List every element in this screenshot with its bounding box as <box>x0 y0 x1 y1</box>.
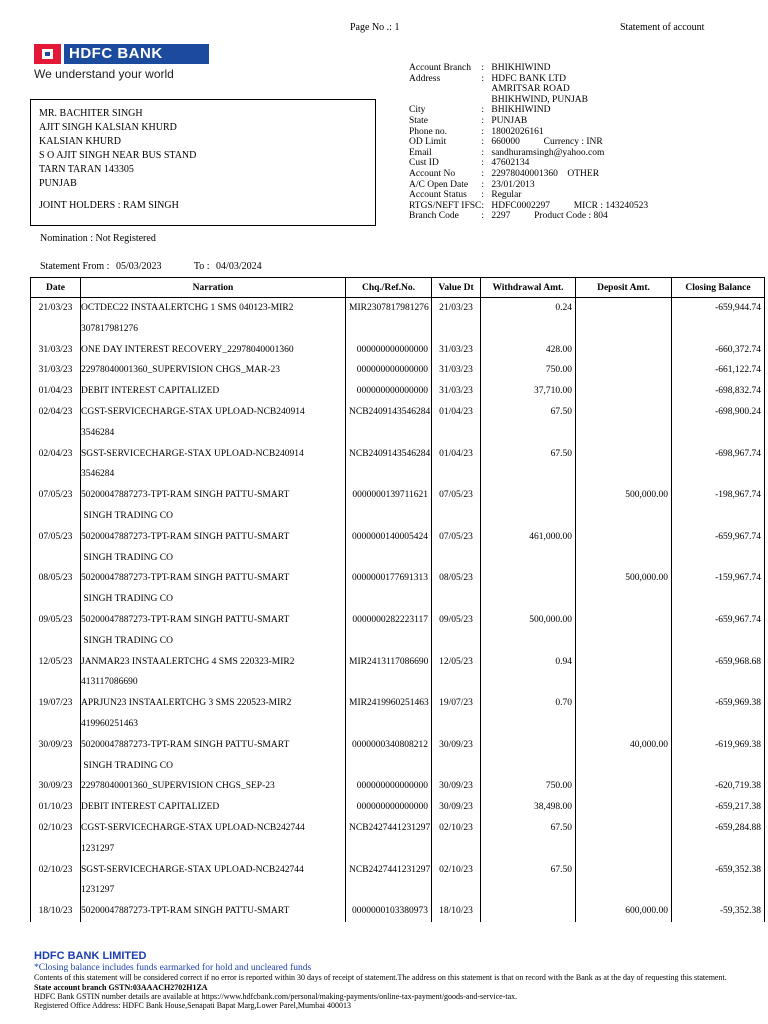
deposit-cell <box>576 340 672 361</box>
account-info-row <box>409 137 648 148</box>
column-header: Date <box>31 278 81 298</box>
page-number: Page No .: 1 <box>350 22 400 33</box>
customer-address-line: TARN TARAN 143305 <box>39 164 134 175</box>
narration-cell <box>81 360 346 381</box>
statement-footer <box>34 950 734 1011</box>
withdrawal-cell: 0.24 <box>481 298 576 340</box>
withdrawal-cell: 461,000.00 <box>481 527 576 569</box>
period-to-label: To : <box>193 261 210 272</box>
value-date-cell: 18/10/23 <box>432 901 481 922</box>
deposit-cell <box>576 652 672 694</box>
value-date-cell: 09/05/23 <box>432 610 481 652</box>
narration-line: SINGH TRADING CO <box>81 510 173 521</box>
balance-cell: -660,372.74 <box>672 340 765 361</box>
column-header: Deposit Amt. <box>576 278 672 298</box>
account-info-label: RTGS/NEFT IFSC <box>409 200 482 211</box>
date-cell: 09/05/23 <box>31 610 81 652</box>
ref-cell: 0000000177691313 <box>346 568 432 610</box>
value-date-cell: 30/09/23 <box>432 797 481 818</box>
narration-line: 1231297 <box>81 843 115 854</box>
table-row <box>31 485 765 527</box>
narration-cell <box>81 402 346 444</box>
customer-address-box <box>30 99 376 226</box>
withdrawal-cell: 750.00 <box>481 776 576 797</box>
account-info-label: Address <box>409 73 441 84</box>
footer-bank-name: HDFC BANK LIMITED <box>34 950 147 962</box>
ref-cell: 0000000103380973 <box>346 901 432 922</box>
table-row <box>31 901 765 922</box>
deposit-cell <box>576 381 672 402</box>
balance-cell: -659,967.74 <box>672 610 765 652</box>
narration-line: DEBIT INTEREST CAPITALIZED <box>81 386 220 397</box>
deposit-cell: 40,000.00 <box>576 735 672 777</box>
account-info-label: OD Limit <box>409 137 447 148</box>
date-cell: 19/07/23 <box>31 693 81 735</box>
account-info-value: 660000 Currency : INR <box>491 137 603 148</box>
narration-line: 413117086690 <box>81 677 138 688</box>
value-date-cell: 31/03/23 <box>432 360 481 381</box>
account-info-value: AMRITSAR ROAD <box>491 84 570 95</box>
table-row <box>31 381 765 402</box>
ref-cell: 0000000139711621 <box>346 485 432 527</box>
withdrawal-cell: 38,498.00 <box>481 797 576 818</box>
date-cell: 02/10/23 <box>31 860 81 902</box>
value-date-cell: 31/03/23 <box>432 381 481 402</box>
balance-cell: -698,967.74 <box>672 444 765 486</box>
joint-holders: JOINT HOLDERS : RAM SINGH <box>39 200 179 211</box>
footer-closing-note: *Closing balance includes funds earmarked for hold and uncleared funds <box>34 963 312 973</box>
narration-cell <box>81 693 346 735</box>
ref-cell: MIR2413117086690 <box>346 652 432 694</box>
balance-cell: -659,967.74 <box>672 527 765 569</box>
value-date-cell: 21/03/23 <box>432 298 481 340</box>
balance-cell: -659,217.38 <box>672 797 765 818</box>
account-info-value: HDFC0002297 MICR : 143240523 <box>491 200 649 211</box>
deposit-cell: 500,000.00 <box>576 485 672 527</box>
account-info-value: 22978040001360 OTHER <box>491 168 600 179</box>
deposit-cell <box>576 797 672 818</box>
column-header: Withdrawal Amt. <box>481 278 576 298</box>
account-info-value: sandhuramsingh@yahoo.com <box>491 147 605 158</box>
account-info-label <box>409 84 481 95</box>
balance-cell: -659,944.74 <box>672 298 765 340</box>
narration-line: SINGH TRADING CO <box>81 760 173 771</box>
narration-cell <box>81 485 346 527</box>
narration-cell <box>81 818 346 860</box>
withdrawal-cell: 67.50 <box>481 860 576 902</box>
narration-line: SGST-SERVICECHARGE-STAX UPLOAD-NCB240914 <box>81 448 304 459</box>
account-info-row <box>409 211 648 222</box>
period-from: 05/03/2023 <box>115 261 162 272</box>
balance-cell: -619,969.38 <box>672 735 765 777</box>
value-date-cell: 19/07/23 <box>432 693 481 735</box>
narration-cell <box>81 444 346 486</box>
deposit-cell <box>576 402 672 444</box>
account-info-label: Branch Code <box>409 211 459 222</box>
balance-cell: -659,352.38 <box>672 860 765 902</box>
logo-bank-name: HDFC BANK <box>64 44 209 64</box>
deposit-cell <box>576 610 672 652</box>
balance-cell: -698,832.74 <box>672 381 765 402</box>
value-date-cell: 30/09/23 <box>432 776 481 797</box>
customer-address-line: KALSIAN KHURD <box>39 136 121 147</box>
narration-line: SINGH TRADING CO <box>81 552 173 563</box>
value-date-cell: 02/10/23 <box>432 818 481 860</box>
account-info-row <box>409 169 648 180</box>
narration-cell <box>81 568 346 610</box>
deposit-cell <box>576 776 672 797</box>
column-header: Closing Balance <box>672 278 765 298</box>
account-info-value: 2297 Product Code : 804 <box>491 211 608 222</box>
ref-cell: 0000000140005424 <box>346 527 432 569</box>
ref-cell: MIR2307817981276 <box>346 298 432 340</box>
withdrawal-cell: 67.50 <box>481 402 576 444</box>
date-cell: 08/05/23 <box>31 568 81 610</box>
deposit-cell: 600,000.00 <box>576 901 672 922</box>
date-cell: 02/04/23 <box>31 402 81 444</box>
narration-line: 50200047887273-TPT-RAM SINGH PATTU-SMART <box>81 531 290 542</box>
account-info-value: 47602134 <box>491 158 530 169</box>
deposit-cell <box>576 444 672 486</box>
balance-cell: -59,352.38 <box>672 901 765 922</box>
table-row <box>31 693 765 735</box>
balance-cell: -159,967.74 <box>672 568 765 610</box>
narration-line: 50200047887273-TPT-RAM SINGH PATTU-SMART <box>81 490 290 501</box>
narration-line: CGST-SERVICECHARGE-STAX UPLOAD-NCB242744 <box>81 822 305 833</box>
balance-cell: -659,284.88 <box>672 818 765 860</box>
account-info-row <box>409 95 648 106</box>
narration-line: 3546284 <box>81 469 115 480</box>
period-to: 04/03/2024 <box>216 261 262 272</box>
withdrawal-cell: 0.70 <box>481 693 576 735</box>
customer-address-line: PUNJAB <box>39 178 77 189</box>
account-info-value: Regular <box>491 190 522 201</box>
date-cell: 30/09/23 <box>31 735 81 777</box>
footer-disclaimer: Contents of this statement will be considered correct if no error is reported within 30 days of receipt of statement.The address on this statement is that on record with the Bank as at the day of requesting this statement. <box>34 973 727 982</box>
value-date-cell: 07/05/23 <box>432 485 481 527</box>
value-date-cell: 07/05/23 <box>432 527 481 569</box>
balance-cell: -659,969.38 <box>672 693 765 735</box>
table-row <box>31 402 765 444</box>
table-row <box>31 610 765 652</box>
narration-line: JANMAR23 INSTAALERTCHG 4 SMS 220323-MIR2 <box>81 656 295 667</box>
ref-cell: 000000000000000 <box>346 381 432 402</box>
value-date-cell: 01/04/23 <box>432 402 481 444</box>
table-row <box>31 527 765 569</box>
account-info-row <box>409 127 648 138</box>
ref-cell: NCB2427441231297 <box>346 860 432 902</box>
narration-line: 50200047887273-TPT-RAM SINGH PATTU-SMART <box>81 614 290 625</box>
value-date-cell: 12/05/23 <box>432 652 481 694</box>
value-date-cell: 30/09/23 <box>432 735 481 777</box>
hdfc-logo-icon <box>34 44 61 64</box>
account-info-value: 23/01/2013 <box>491 179 535 190</box>
customer-address-line: AJIT SINGH KALSIAN KHURD <box>39 122 177 133</box>
date-cell: 02/04/23 <box>31 444 81 486</box>
narration-line: APRJUN23 INSTAALERTCHG 3 SMS 220523-MIR2 <box>81 698 292 709</box>
account-info-separator: : <box>481 126 485 137</box>
hdfc-bank-logo <box>34 44 214 84</box>
ref-cell: NCB2409143546284 <box>346 444 432 486</box>
date-cell: 30/09/23 <box>31 776 81 797</box>
ref-cell: 000000000000000 <box>346 360 432 381</box>
account-info-value: BHIKHWIND, PUNJAB <box>491 94 588 105</box>
narration-cell <box>81 610 346 652</box>
withdrawal-cell: 0.94 <box>481 652 576 694</box>
account-info-separator: : <box>481 200 485 211</box>
column-header: Value Dt <box>432 278 481 298</box>
narration-line: 3546284 <box>81 427 115 438</box>
narration-line: 419960251463 <box>81 718 138 729</box>
account-info-label: Cust ID <box>409 158 439 169</box>
account-info-separator: : <box>481 211 485 222</box>
statement-title: Statement of account <box>620 22 705 33</box>
narration-line: SINGH TRADING CO <box>81 635 173 646</box>
account-info-label: Account Branch <box>409 63 471 73</box>
ref-cell: 0000000340808212 <box>346 735 432 777</box>
column-header: Narration <box>81 278 346 298</box>
balance-cell: -620,719.38 <box>672 776 765 797</box>
account-info-label <box>409 95 481 106</box>
date-cell: 07/05/23 <box>31 527 81 569</box>
table-row <box>31 735 765 777</box>
narration-line: DEBIT INTEREST CAPITALIZED <box>81 802 220 813</box>
narration-line: ONE DAY INTEREST RECOVERY_22978040001360 <box>81 344 294 355</box>
ref-cell: 000000000000000 <box>346 797 432 818</box>
balance-cell: -659,968.68 <box>672 652 765 694</box>
table-row <box>31 444 765 486</box>
date-cell: 31/03/23 <box>31 360 81 381</box>
logo-tagline: We understand your world <box>34 67 174 81</box>
narration-cell <box>81 735 346 777</box>
customer-name: MR. BACHITER SINGH <box>39 108 143 119</box>
account-info-label: Account No <box>409 168 456 179</box>
withdrawal-cell: 37,710.00 <box>481 381 576 402</box>
ref-cell: NCB2427441231297 <box>346 818 432 860</box>
date-cell: 07/05/23 <box>31 485 81 527</box>
deposit-cell <box>576 818 672 860</box>
footer-gstin-info: HDFC Bank GSTIN number details are available at https://www.hdfcbank.com/personal/making-payments/online-tax-payment/goods-and-service-tax. <box>34 991 518 1001</box>
account-info-separator: : <box>481 179 485 190</box>
withdrawal-cell <box>481 901 576 922</box>
account-info-label: Account Status <box>409 190 467 201</box>
account-info-separator: : <box>481 115 485 126</box>
transactions-table <box>30 277 765 922</box>
narration-line: 22978040001360_SUPERVISION CHGS_MAR-23 <box>81 365 281 376</box>
value-date-cell: 08/05/23 <box>432 568 481 610</box>
nomination-status: Nomination : Not Registered <box>40 233 156 244</box>
narration-line: 50200047887273-TPT-RAM SINGH PATTU-SMART <box>81 906 290 917</box>
value-date-cell: 01/04/23 <box>432 444 481 486</box>
account-info-label: Email <box>409 147 432 158</box>
account-info-separator: : <box>481 168 485 179</box>
account-info-row <box>409 148 648 159</box>
footer-registered-office: Registered Office Address: HDFC Bank House,Senapati Bapat Marg,Lower Parel,Mumbai 400013 <box>34 1001 351 1011</box>
date-cell: 31/03/23 <box>31 340 81 361</box>
account-info-row <box>409 84 648 95</box>
account-info-row <box>409 74 648 85</box>
table-row <box>31 568 765 610</box>
ref-cell: 0000000282223117 <box>346 610 432 652</box>
account-info-row <box>409 180 648 191</box>
date-cell: 21/03/23 <box>31 298 81 340</box>
withdrawal-cell <box>481 568 576 610</box>
account-info-separator: : <box>481 73 485 84</box>
deposit-cell <box>576 360 672 381</box>
footer-gstin: State account branch GSTN:03AAACH2702H1ZA <box>34 982 208 992</box>
account-info-separator: : <box>481 190 485 201</box>
narration-cell <box>81 340 346 361</box>
period-from-label: Statement From : <box>40 261 110 272</box>
withdrawal-cell: 500,000.00 <box>481 610 576 652</box>
narration-line: 50200047887273-TPT-RAM SINGH PATTU-SMART <box>81 573 290 584</box>
narration-cell <box>81 381 346 402</box>
narration-cell <box>81 527 346 569</box>
account-info-separator <box>481 95 491 106</box>
ref-cell: 000000000000000 <box>346 776 432 797</box>
account-info-separator <box>481 84 491 95</box>
table-row <box>31 652 765 694</box>
date-cell: 18/10/23 <box>31 901 81 922</box>
account-info-value: PUNJAB <box>491 115 528 126</box>
account-info <box>409 63 648 222</box>
date-cell: 12/05/23 <box>31 652 81 694</box>
account-info-row <box>409 201 648 212</box>
table-row <box>31 860 765 902</box>
narration-cell <box>81 860 346 902</box>
date-cell: 02/10/23 <box>31 818 81 860</box>
account-info-label: State <box>409 115 428 126</box>
table-row <box>31 298 765 340</box>
table-row <box>31 776 765 797</box>
balance-cell: -698,900.24 <box>672 402 765 444</box>
column-header: Chq./Ref.No. <box>346 278 432 298</box>
account-info-row <box>409 116 648 127</box>
narration-cell <box>81 797 346 818</box>
table-row <box>31 360 765 381</box>
narration-line: 50200047887273-TPT-RAM SINGH PATTU-SMART <box>81 739 290 750</box>
account-info-row <box>409 190 648 201</box>
account-info-row <box>409 63 648 74</box>
account-info-row <box>409 158 648 169</box>
narration-line: SGST-SERVICECHARGE-STAX UPLOAD-NCB242744 <box>81 864 304 875</box>
deposit-cell <box>576 298 672 340</box>
narration-cell <box>81 298 346 340</box>
account-info-label: A/C Open Date <box>409 179 469 190</box>
balance-cell: -198,967.74 <box>672 485 765 527</box>
value-date-cell: 31/03/23 <box>432 340 481 361</box>
account-info-value: BHIKHIWIND <box>491 105 551 116</box>
withdrawal-cell: 67.50 <box>481 444 576 486</box>
withdrawal-cell <box>481 735 576 777</box>
deposit-cell <box>576 693 672 735</box>
deposit-cell <box>576 860 672 902</box>
table-row <box>31 797 765 818</box>
narration-cell <box>81 776 346 797</box>
narration-line: CGST-SERVICECHARGE-STAX UPLOAD-NCB240914 <box>81 406 305 417</box>
account-info-value: 18002026161 <box>491 126 544 137</box>
statement-period <box>40 261 266 272</box>
balance-cell: -661,122.74 <box>672 360 765 381</box>
customer-address-line: S O AJIT SINGH NEAR BUS STAND <box>39 150 197 161</box>
narration-cell <box>81 901 346 922</box>
withdrawal-cell <box>481 485 576 527</box>
narration-cell <box>81 652 346 694</box>
ref-cell: MIR2419960251463 <box>346 693 432 735</box>
account-info-separator: : <box>481 105 485 116</box>
account-info-separator: : <box>481 158 485 169</box>
account-info-separator: : <box>481 137 485 148</box>
account-info-label: City <box>409 105 426 116</box>
narration-line: 307817981276 <box>81 323 138 334</box>
value-date-cell: 02/10/23 <box>432 860 481 902</box>
narration-line: 1231297 <box>81 885 115 896</box>
account-info-value: HDFC BANK LTD <box>491 73 566 84</box>
account-info-value: BHIKHIWIND <box>491 63 551 73</box>
withdrawal-cell: 750.00 <box>481 360 576 381</box>
ref-cell: 000000000000000 <box>346 340 432 361</box>
account-info-label: Phone no. <box>409 126 447 137</box>
narration-line: 22978040001360_SUPERVISION CHGS_SEP-23 <box>81 781 275 792</box>
table-row <box>31 340 765 361</box>
date-cell: 01/04/23 <box>31 381 81 402</box>
account-info-separator: : <box>481 147 485 158</box>
account-info-separator: : <box>481 63 485 73</box>
account-info-row <box>409 105 648 116</box>
deposit-cell: 500,000.00 <box>576 568 672 610</box>
table-row <box>31 818 765 860</box>
ref-cell: NCB2409143546284 <box>346 402 432 444</box>
withdrawal-cell: 67.50 <box>481 818 576 860</box>
withdrawal-cell: 428.00 <box>481 340 576 361</box>
narration-line: SINGH TRADING CO <box>81 594 173 605</box>
deposit-cell <box>576 527 672 569</box>
date-cell: 01/10/23 <box>31 797 81 818</box>
narration-line: OCTDEC22 INSTAALERTCHG 1 SMS 040123-MIR2 <box>81 303 294 313</box>
